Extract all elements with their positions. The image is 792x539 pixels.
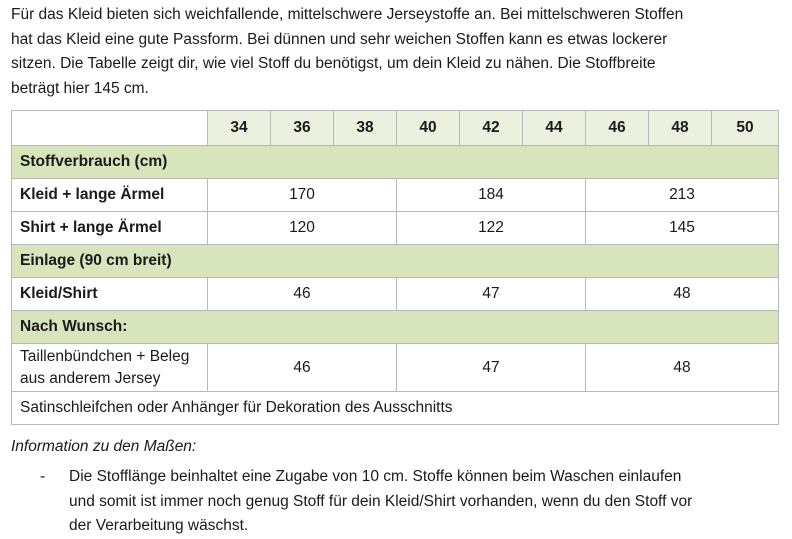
table-row (12, 179, 779, 212)
section-heading: Nach Wunsch: (12, 311, 779, 344)
note-line: der Verarbeitung wäschst. (69, 517, 249, 534)
row-label-line: aus anderem Jersey (20, 369, 161, 387)
size-header: 40 (397, 111, 460, 146)
value-cell: 184 (397, 179, 586, 212)
header-corner-cell (12, 111, 208, 146)
decoration-cell: Satinschleifchen oder Anhänger für Dekoration des Ausschnitts (12, 392, 779, 425)
size-header: 42 (460, 111, 523, 146)
intro-line: hat das Kleid eine gute Passform. Bei dünnen und sehr weichen Stoffen kann es etwas lockerer (11, 30, 668, 48)
row-label-line: Taillenbündchen + Beleg (20, 347, 190, 365)
row-label: Kleid/Shirt (12, 278, 208, 311)
info-note (11, 465, 781, 539)
value-cell: 213 (586, 179, 779, 212)
value-cell: 47 (397, 278, 586, 311)
table-row (12, 278, 779, 311)
size-header: 50 (712, 111, 779, 146)
value-cell: 47 (397, 344, 586, 392)
size-header: 38 (334, 111, 397, 146)
row-label: Kleid + lange Ärmel (12, 179, 208, 212)
size-header: 44 (523, 111, 586, 146)
bullet-dash: - (40, 468, 46, 485)
intro-line: beträgt hier 145 cm. (11, 79, 149, 97)
size-header: 46 (586, 111, 649, 146)
intro-paragraph (11, 3, 781, 101)
value-cell: 46 (208, 344, 397, 392)
value-cell: 170 (208, 179, 397, 212)
value-cell: 120 (208, 212, 397, 245)
section-row-fabric (12, 146, 779, 179)
size-header: 36 (271, 111, 334, 146)
table-row (12, 344, 779, 392)
section-row-interlining (12, 245, 779, 278)
note-line: Die Stofflänge beinhaltet eine Zugabe von 10 cm. Stoffe können beim Waschen einlaufen (69, 468, 682, 485)
value-cell: 46 (208, 278, 397, 311)
row-label: Shirt + lange Ärmel (12, 212, 208, 245)
size-header: 34 (208, 111, 271, 146)
note-line: und somit ist immer noch genug Stoff für dein Kleid/Shirt vorhanden, wenn du den Stoff vor (69, 492, 693, 510)
value-cell: 145 (586, 212, 779, 245)
intro-line: sitzen. Die Tabelle zeigt dir, wie viel Stoff du benötigst, um dein Kleid zu nähen. Die Stoffbreite (11, 55, 656, 72)
table-row (12, 392, 779, 425)
size-header: 48 (649, 111, 712, 146)
info-title: Information zu den Maßen: (11, 438, 197, 455)
section-heading: Einlage (90 cm breit) (12, 245, 779, 278)
section-row-optional (12, 311, 779, 344)
value-cell: 48 (586, 278, 779, 311)
fabric-table (11, 110, 779, 425)
section-heading: Stoffverbrauch (cm) (12, 146, 779, 179)
size-header-row (12, 111, 779, 146)
row-label (12, 344, 208, 392)
value-cell: 48 (586, 344, 779, 392)
table-row (12, 212, 779, 245)
value-cell: 122 (397, 212, 586, 245)
intro-line: Für das Kleid bieten sich weichfallende, mittelschwere Jerseystoffe an. Bei mittelschweren Stoffen (11, 6, 684, 23)
